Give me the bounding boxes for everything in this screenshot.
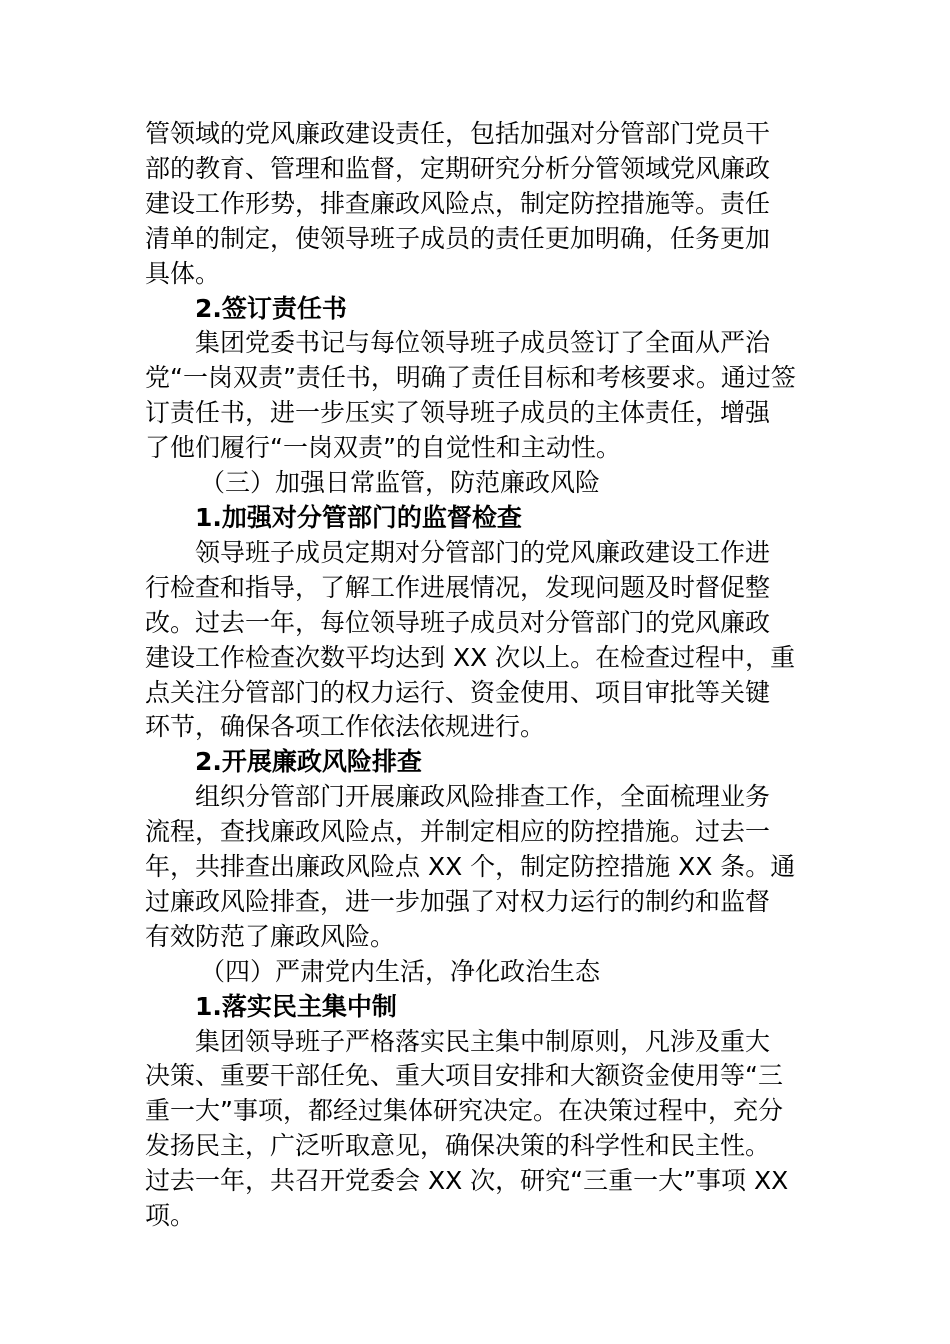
subheading-risk-screening: 2.开展廉政风险排查	[195, 747, 422, 777]
document-body	[145, 117, 807, 1234]
paragraph-democratic-centralism	[145, 1025, 807, 1234]
text-line: 建设工作检查次数平均达到 XX 次以上。在检查过程中，重	[145, 642, 796, 672]
text-line: 组织分管部门开展廉政风险排查工作，全面梳理业务	[195, 782, 771, 812]
paragraph-sign-responsibility	[145, 326, 807, 466]
paragraph-responsibility-list	[145, 117, 807, 292]
paragraph-supervision-inspection	[145, 536, 807, 745]
text-line: 集团党委书记与每位领导班子成员签订了全面从严治	[195, 328, 771, 358]
paragraph-risk-screening	[145, 780, 807, 955]
text-line: 党“一岗双责”责任书，明确了责任目标和考核要求。通过签	[145, 363, 796, 393]
text-line: 点关注分管部门的权力运行、资金使用、项目审批等关键	[145, 677, 771, 707]
text-line: 改。过去一年，每位领导班子成员对分管部门的党风廉政	[145, 607, 771, 637]
section-heading-daily-supervision: （三）加强日常监管，防范廉政风险	[200, 468, 601, 498]
text-line: 年，共排查出廉政风险点 XX 个，制定防控措施 XX 条。通	[145, 852, 796, 882]
text-line: 行检查和指导，了解工作进展情况，发现问题及时督促整	[145, 572, 771, 602]
text-line: 订责任书，进一步压实了领导班子成员的主体责任，增强	[145, 398, 771, 428]
subheading-democratic-centralism: 1.落实民主集中制	[195, 991, 397, 1021]
section-heading-party-life: （四）严肃党内生活，净化政治生态	[200, 956, 601, 986]
text-line: 环节，确保各项工作依法依规进行。	[145, 712, 546, 742]
text-line: 过廉政风险排查，进一步加强了对权力运行的制约和监督	[145, 886, 771, 916]
subheading-supervision-inspection: 1.加强对分管部门的监督检查	[195, 502, 522, 532]
text-line: 清单的制定，使领导班子成员的责任更加明确，任务更加	[145, 223, 771, 253]
text-line: 了他们履行“一岗双责”的自觉性和主动性。	[145, 433, 621, 463]
text-line: 发扬民主，广泛听取意见，确保决策的科学性和民主性。	[145, 1131, 771, 1161]
text-line: 过去一年，共召开党委会 XX 次，研究“三重一大”事项 XX	[145, 1166, 789, 1196]
text-line: 流程，查找廉政风险点，并制定相应的防控措施。过去一	[145, 817, 771, 847]
text-line: 部的教育、管理和监督，定期研究分析分管领域党风廉政	[145, 153, 771, 183]
text-line: 重一大”事项，都经过集体研究决定。在决策过程中，充分	[145, 1096, 783, 1126]
text-line: 管领域的党风廉政建设责任，包括加强对分管部门党员干	[145, 119, 771, 148]
text-line: 领导班子成员定期对分管部门的党风廉政建设工作进	[195, 537, 771, 567]
text-line: 有效防范了廉政风险。	[145, 921, 396, 951]
text-line: 集团领导班子严格落实民主集中制原则，凡涉及重大	[195, 1026, 771, 1056]
text-line: 项。	[145, 1201, 196, 1231]
text-line: 具体。	[145, 258, 221, 288]
text-line: 决策、重要干部任免、重大项目安排和大额资金使用等“三	[145, 1061, 783, 1091]
text-line: 建设工作形势，排查廉政风险点，制定防控措施等。责任	[145, 188, 771, 218]
subheading-sign-responsibility: 2.签订责任书	[195, 293, 347, 323]
